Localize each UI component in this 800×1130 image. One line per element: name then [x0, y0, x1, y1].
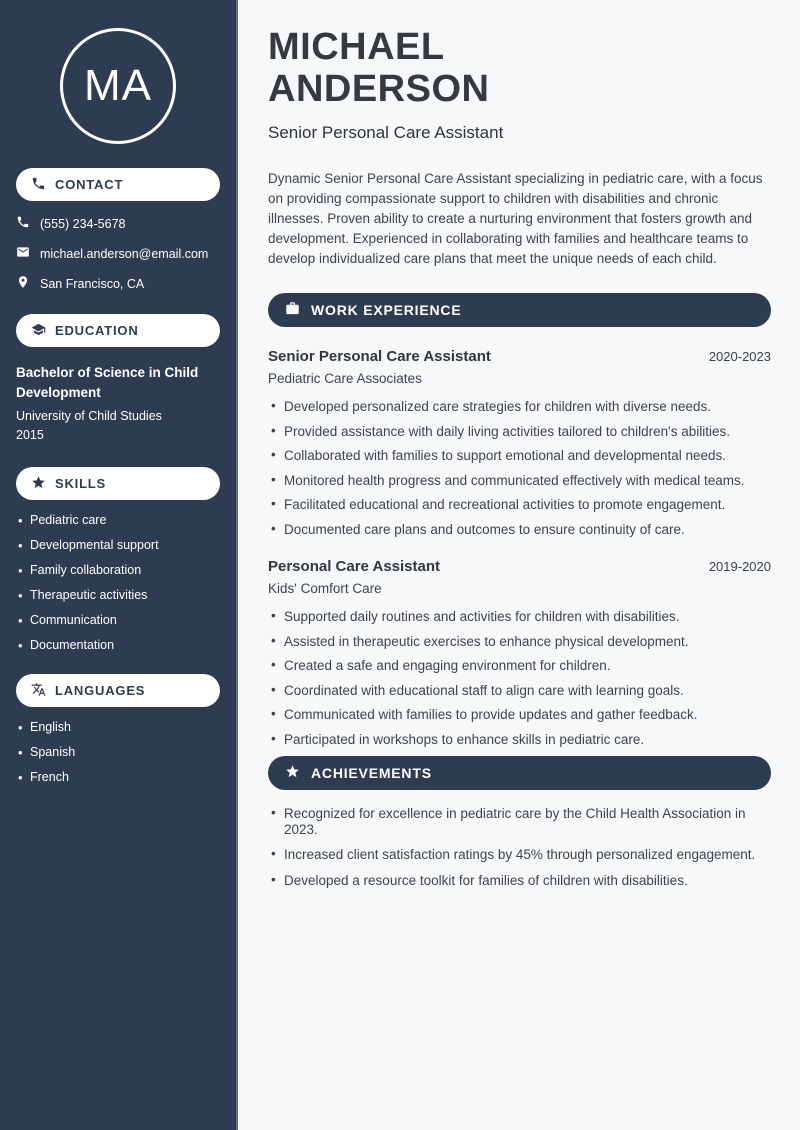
education-section-label: EDUCATION — [55, 323, 139, 338]
skill-item: • Family collaboration — [16, 564, 220, 577]
language-item: • English — [16, 721, 220, 734]
summary-paragraph: Dynamic Senior Personal Care Assistant specializing in pediatric care, with a focus on providing compassionate support to children with disabilities and chronic illnesses. Proven ability to create a nurturing environment that fosters growth and development. Experienced in collaborating with families and healthcare teams to develop individualized care plans that meet the unique needs of each child. — [268, 171, 763, 266]
education-school: University of Child Studies — [16, 409, 162, 423]
skill-item: • Therapeutic activities — [16, 589, 220, 602]
job-bullet: • Participated in workshops to enhance skills in pediatric care. — [268, 732, 771, 748]
skill-item: • Documentation — [16, 639, 220, 652]
location-pin-icon — [16, 275, 30, 292]
skill-item: • Developmental support — [16, 539, 220, 552]
education-year: 2015 — [16, 428, 44, 442]
work-experience-label: WORK EXPERIENCE — [311, 302, 462, 318]
achievement-bullet: • Developed a resource toolkit for families of children with disabilities. — [268, 873, 771, 889]
contact-section-label: CONTACT — [55, 177, 124, 192]
graduation-cap-icon — [31, 322, 46, 340]
job-bullet: • Collaborated with families to support emotional and developmental needs. — [268, 448, 771, 464]
achievements-section-header — [268, 756, 771, 790]
skill-item: • Pediatric care — [16, 514, 220, 527]
briefcase-icon — [285, 301, 300, 319]
avatar — [60, 28, 176, 144]
work-experience-section-header — [268, 293, 771, 327]
job-bullet: • Monitored health progress and communicated effectively with medical teams. — [268, 473, 771, 489]
professional-title: Senior Personal Care Assistant — [268, 123, 504, 142]
skills-section-header — [16, 467, 220, 500]
skills-list — [16, 514, 220, 652]
phone-icon — [31, 176, 46, 194]
achievement-bullet: • Increased client satisfaction ratings by 45% through personalized engagement. — [268, 847, 771, 863]
job-dates: 2020-2023 — [708, 349, 771, 364]
job-bullet-list — [268, 609, 771, 747]
contact-email-row — [16, 245, 220, 262]
main-content — [238, 0, 800, 1130]
job-bullet: • Created a safe and engaging environment for children. — [268, 658, 771, 674]
skills-section-label: SKILLS — [55, 476, 107, 491]
job-bullet: • Facilitated educational and recreational activities to promote engagement. — [268, 497, 771, 513]
job-bullet: • Assisted in therapeutic exercises to enhance physical development. — [268, 634, 771, 650]
job-company: Kids' Comfort Care — [268, 581, 382, 596]
job-title: Personal Care Assistant — [268, 558, 441, 575]
languages-section-header — [16, 674, 220, 707]
last-name: ANDERSON — [268, 68, 490, 110]
education-degree: Bachelor of Science in Child Development — [16, 365, 199, 400]
phone-icon — [16, 215, 30, 232]
contact-list — [16, 215, 220, 292]
achievements-label: ACHIEVEMENTS — [311, 765, 432, 781]
languages-section-label: LANGUAGES — [55, 683, 146, 698]
sidebar — [0, 0, 238, 1130]
job-bullet: • Documented care plans and outcomes to ensure continuity of care. — [268, 522, 771, 538]
job-company: Pediatric Care Associates — [268, 371, 422, 386]
achievements-list — [268, 806, 771, 888]
language-item: • French — [16, 771, 220, 784]
location-value: San Francisco, CA — [40, 276, 145, 291]
skill-item: • Communication — [16, 614, 220, 627]
job-bullet: • Coordinated with educational staff to align care with learning goals. — [268, 683, 771, 699]
email-icon — [16, 245, 30, 262]
translate-icon — [31, 682, 46, 700]
job-bullet-list — [268, 399, 771, 537]
job-entry — [268, 558, 771, 747]
avatar-initials: MA — [84, 61, 152, 110]
first-name: MICHAEL — [268, 26, 445, 68]
job-header — [268, 348, 771, 365]
education-section-header — [16, 314, 220, 347]
email-value: michael.anderson@email.com — [40, 246, 209, 261]
job-bullet: • Developed personalized care strategies for children with diverse needs. — [268, 399, 771, 415]
page-title — [268, 26, 771, 110]
achievement-bullet: • Recognized for excellence in pediatric care by the Child Health Association in 2023. — [268, 806, 771, 837]
job-header — [268, 558, 771, 575]
job-dates: 2019-2020 — [708, 559, 771, 574]
job-bullet: • Communicated with families to provide updates and gather feedback. — [268, 707, 771, 723]
contact-section-header — [16, 168, 220, 201]
contact-location-row — [16, 275, 220, 292]
job-entry — [268, 348, 771, 537]
phone-value: (555) 234-5678 — [40, 216, 126, 231]
education-entry — [16, 363, 220, 445]
job-bullet: • Supported daily routines and activities for children with disabilities. — [268, 609, 771, 625]
star-icon — [31, 475, 46, 493]
job-bullet: • Provided assistance with daily living activities tailored to children's abilities. — [268, 424, 771, 440]
languages-list — [16, 721, 220, 784]
contact-phone-row — [16, 215, 220, 232]
job-title: Senior Personal Care Assistant — [268, 348, 491, 365]
language-item: • Spanish — [16, 746, 220, 759]
star-icon — [285, 764, 300, 782]
